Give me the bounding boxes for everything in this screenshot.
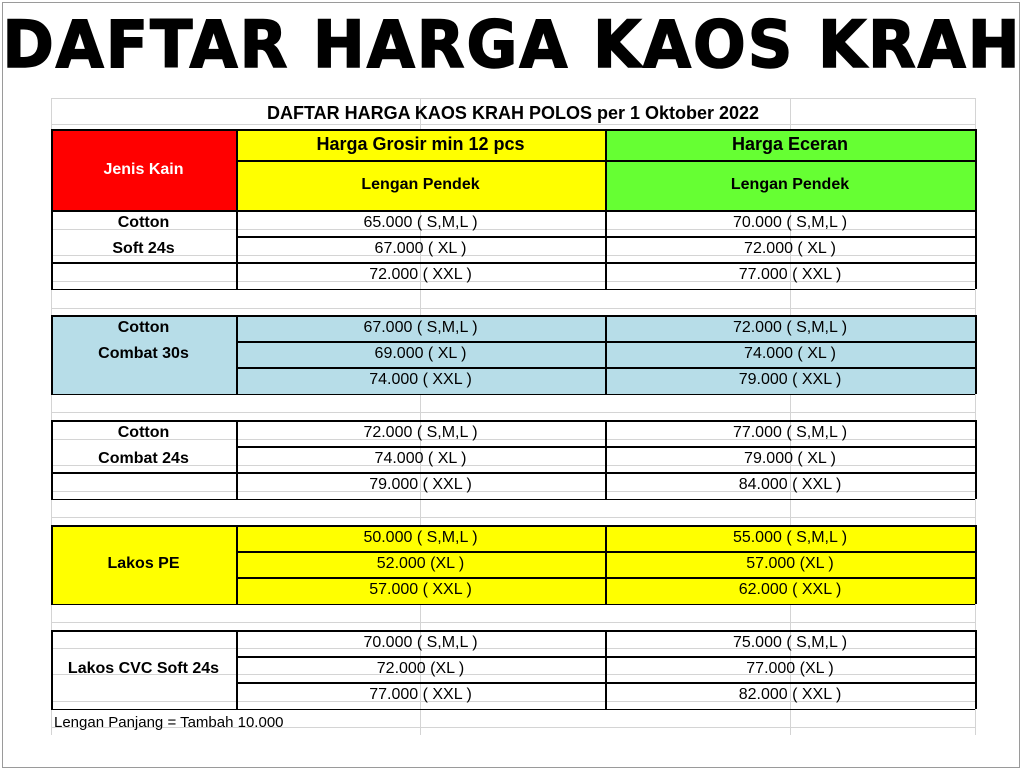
fabric-name bbox=[51, 210, 236, 262]
price-eceran: 55.000 ( S,M,L ) bbox=[732, 529, 848, 547]
price-eceran: 72.000 ( XL ) bbox=[744, 240, 836, 258]
table-title: DAFTAR HARGA KAOS KRAH POLOS per 1 Oktober 2022 bbox=[266, 103, 760, 123]
fabric-name bbox=[51, 630, 236, 709]
price-grosir: 72.000 (XL ) bbox=[376, 660, 465, 678]
grid-line bbox=[51, 394, 975, 396]
grid-line bbox=[51, 308, 975, 309]
grid-line bbox=[51, 412, 975, 413]
grid-line bbox=[51, 630, 53, 709]
grid-line bbox=[51, 315, 975, 317]
footnote: Lengan Panjang = Tambah 10.000 bbox=[54, 713, 284, 731]
fabric-name-line: Cotton bbox=[117, 319, 170, 337]
price-grosir: 50.000 ( S,M,L ) bbox=[363, 529, 478, 547]
fabric-name bbox=[51, 525, 236, 604]
grid-line bbox=[51, 210, 53, 289]
price-grosir: 52.000 (XL ) bbox=[376, 555, 465, 573]
price-eceran: 84.000 ( XXL ) bbox=[738, 476, 842, 494]
grid-line bbox=[605, 630, 607, 709]
price-grosir: 72.000 ( XXL ) bbox=[369, 266, 472, 284]
grid-line bbox=[236, 210, 238, 289]
price-grosir: 79.000 ( XXL ) bbox=[369, 476, 472, 494]
grid-line bbox=[975, 315, 977, 394]
price-eceran: 74.000 ( XL ) bbox=[744, 345, 836, 363]
grid-line bbox=[51, 420, 975, 422]
fabric-name-line: Cotton bbox=[117, 424, 170, 442]
price-eceran: 82.000 ( XXL ) bbox=[738, 686, 842, 704]
price-grosir: 72.000 ( S,M,L ) bbox=[363, 424, 478, 442]
price-eceran: 62.000 ( XXL ) bbox=[738, 581, 842, 599]
grid-line bbox=[51, 289, 975, 291]
fabric-name-line: Combat 24s bbox=[98, 450, 189, 468]
header-lengan-grosir: Lengan Pendek bbox=[361, 176, 480, 193]
price-eceran: 75.000 ( S,M,L ) bbox=[732, 634, 848, 652]
grid-line bbox=[236, 129, 238, 210]
grid-line bbox=[51, 129, 53, 210]
grid-line bbox=[605, 525, 607, 604]
grid-line bbox=[975, 630, 977, 709]
fabric-name-line: Lakos CVC Soft 24s bbox=[67, 660, 220, 678]
grid-line bbox=[51, 129, 975, 131]
fabric-name-line: Lakos PE bbox=[107, 555, 180, 573]
price-grosir: 65.000 ( S,M,L ) bbox=[363, 214, 478, 232]
grid-line bbox=[51, 315, 53, 394]
fabric-name-line: Combat 30s bbox=[98, 345, 189, 363]
grid-line bbox=[605, 315, 607, 394]
price-eceran: 77.000 ( S,M,L ) bbox=[732, 424, 848, 442]
price-grosir: 67.000 ( S,M,L ) bbox=[363, 319, 478, 337]
grid-line bbox=[51, 262, 236, 264]
grid-line bbox=[236, 525, 238, 604]
header-grosir: Harga Grosir min 12 pcs bbox=[316, 134, 525, 154]
price-eceran: 79.000 ( XL ) bbox=[744, 450, 836, 468]
grid-line bbox=[605, 129, 607, 210]
header-eceran: Harga Eceran bbox=[731, 134, 849, 154]
price-eceran: 79.000 ( XXL ) bbox=[738, 371, 842, 389]
grid-line bbox=[51, 472, 236, 474]
grid-line bbox=[51, 622, 975, 623]
fabric-name-line: Soft 24s bbox=[112, 240, 175, 258]
header-lengan-eceran: Lengan Pendek bbox=[730, 176, 850, 193]
price-eceran: 77.000 ( XXL ) bbox=[738, 266, 842, 284]
grid-line bbox=[236, 315, 238, 394]
grid-line bbox=[51, 420, 53, 499]
grid-line bbox=[975, 210, 977, 289]
price-grosir: 67.000 ( XL ) bbox=[374, 240, 467, 258]
grid-line bbox=[236, 420, 238, 499]
fabric-name bbox=[51, 315, 236, 367]
grid-line bbox=[51, 499, 975, 501]
price-eceran: 77.000 (XL ) bbox=[746, 660, 834, 678]
grid-line bbox=[236, 630, 238, 709]
grid-line bbox=[51, 517, 975, 518]
grid-line bbox=[51, 630, 975, 632]
grid-line bbox=[605, 210, 607, 289]
fabric-name bbox=[51, 420, 236, 472]
grid-line bbox=[975, 420, 977, 499]
grid-line bbox=[51, 604, 975, 606]
price-grosir: 69.000 ( XL ) bbox=[374, 345, 467, 363]
price-eceran: 70.000 ( S,M,L ) bbox=[732, 214, 848, 232]
grid-line bbox=[605, 420, 607, 499]
grid-line bbox=[51, 525, 53, 604]
grid-line bbox=[975, 525, 977, 604]
price-eceran: 57.000 (XL ) bbox=[746, 555, 834, 573]
grid-line bbox=[51, 525, 975, 527]
price-grosir: 70.000 ( S,M,L ) bbox=[363, 634, 478, 652]
fabric-name-line: Cotton bbox=[117, 214, 170, 232]
price-grosir: 74.000 ( XXL ) bbox=[369, 371, 472, 389]
price-eceran: 72.000 ( S,M,L ) bbox=[732, 319, 848, 337]
price-grosir: 74.000 ( XL ) bbox=[374, 450, 467, 468]
header-jenis-kain: Jenis Kain bbox=[103, 160, 184, 178]
price-grosir: 57.000 ( XXL ) bbox=[369, 581, 472, 599]
price-grosir: 77.000 ( XXL ) bbox=[369, 686, 472, 704]
page-title: DAFTAR HARGA KAOS KRAH bbox=[2, 6, 1022, 83]
grid-line bbox=[51, 210, 975, 212]
grid-line bbox=[975, 129, 977, 210]
